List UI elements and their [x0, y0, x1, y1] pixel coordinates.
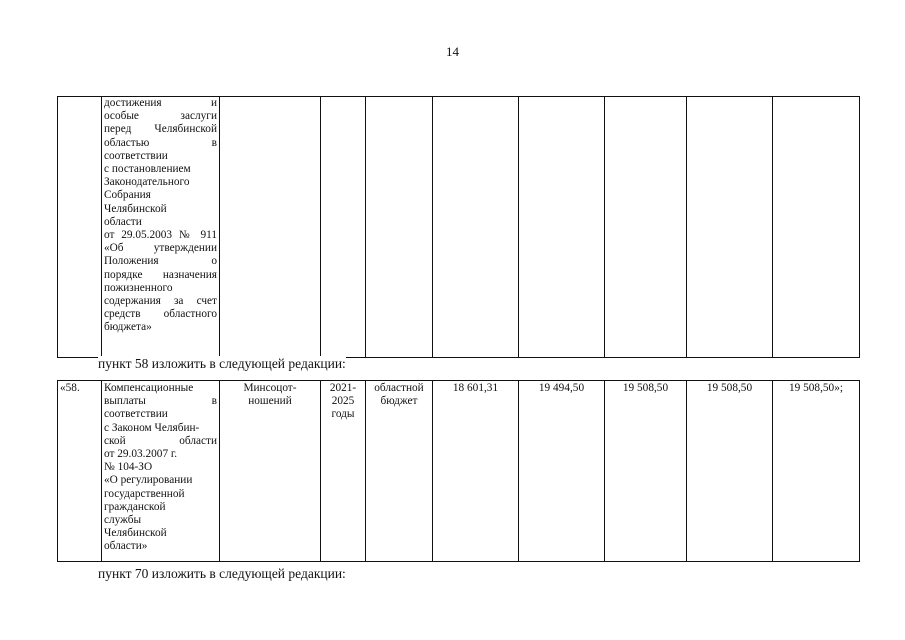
- executor-cell: [220, 97, 321, 358]
- instruction-70: пункт 70 изложить в следующей редакции:: [98, 566, 346, 581]
- name-line: с Законом Челябин-: [104, 421, 200, 434]
- source-cell: [366, 381, 433, 562]
- source-line: областной: [374, 382, 424, 394]
- name-line: содержания за счет: [104, 295, 217, 308]
- source-cell: [366, 97, 433, 358]
- name-line: областью в: [104, 136, 217, 149]
- name-line: соответствии: [104, 408, 168, 421]
- years-cell: [321, 97, 366, 358]
- value-2024: 19 508,50: [706, 382, 753, 394]
- name-line: особые заслуги: [104, 110, 217, 123]
- value-2022: 19 494,50: [538, 382, 585, 394]
- name-line: Челябинской: [104, 527, 167, 540]
- value-cell: [687, 97, 773, 358]
- executor-line: ношений: [248, 395, 292, 408]
- name-line: службы: [104, 514, 142, 527]
- table-row-58: [58, 381, 860, 562]
- value-2021: 18 601,31: [452, 382, 499, 394]
- executor-cell: [220, 381, 321, 562]
- value-2023: 19 508,50: [622, 382, 669, 394]
- value-cell: [605, 381, 687, 562]
- name-line: «О регулировании: [104, 474, 193, 487]
- page-number: 14: [446, 44, 459, 59]
- years-line: 2021-: [329, 382, 357, 394]
- name-line: соответствии: [104, 149, 168, 162]
- name-line: бюджета»: [104, 321, 152, 334]
- value-cell: [433, 97, 519, 358]
- value-cell: [519, 381, 605, 562]
- name-line: «Об утверждении: [104, 242, 217, 255]
- source-line: бюджет: [380, 395, 418, 408]
- name-line: перед Челябинской: [104, 123, 217, 136]
- value-cell: [519, 97, 605, 358]
- measure-name-cell: [102, 97, 220, 358]
- value-cell: [687, 381, 773, 562]
- instruction-58: пункт 58 изложить в следующей редакции:: [98, 356, 346, 371]
- years-line: 2025: [331, 395, 355, 408]
- value-cell: [433, 381, 519, 562]
- name-line: Собрания: [104, 189, 151, 202]
- name-line: гражданской: [104, 500, 166, 513]
- executor-line: Минсоцот-: [243, 382, 297, 394]
- name-line: Челябинской: [104, 202, 167, 215]
- measure-name-cell: [102, 381, 220, 562]
- name-line: Положения о: [104, 255, 217, 268]
- name-line: пожизненного: [104, 281, 173, 294]
- name-line: достижения и: [104, 97, 217, 109]
- name-line: № 104-ЗО: [104, 461, 153, 474]
- name-line: Компенсационные: [104, 382, 194, 394]
- years-cell: [321, 381, 366, 562]
- row-number-cell: [58, 97, 102, 358]
- name-line: государственной: [104, 487, 185, 500]
- name-line: ской области: [104, 434, 217, 447]
- name-line: выплаты в: [104, 395, 217, 408]
- value-cell: [605, 97, 687, 358]
- name-line: от 29.05.2003 № 911: [104, 229, 217, 242]
- name-line: от 29.03.2007 г.: [104, 448, 178, 461]
- program-table: [57, 96, 860, 562]
- name-line: порядке назначения: [104, 268, 217, 281]
- name-line: Законодательного: [104, 176, 190, 189]
- row-number-cell: «58.: [58, 381, 102, 562]
- value-2025: 19 508,50»;: [789, 382, 843, 394]
- value-cell: [773, 97, 860, 358]
- value-cell: [773, 381, 860, 562]
- table-row: [58, 97, 860, 358]
- name-line: средств областного: [104, 308, 217, 321]
- name-line: области»: [104, 540, 148, 553]
- name-line: области: [104, 215, 142, 228]
- name-line: с постановлением: [104, 163, 191, 176]
- years-line: годы: [331, 408, 355, 421]
